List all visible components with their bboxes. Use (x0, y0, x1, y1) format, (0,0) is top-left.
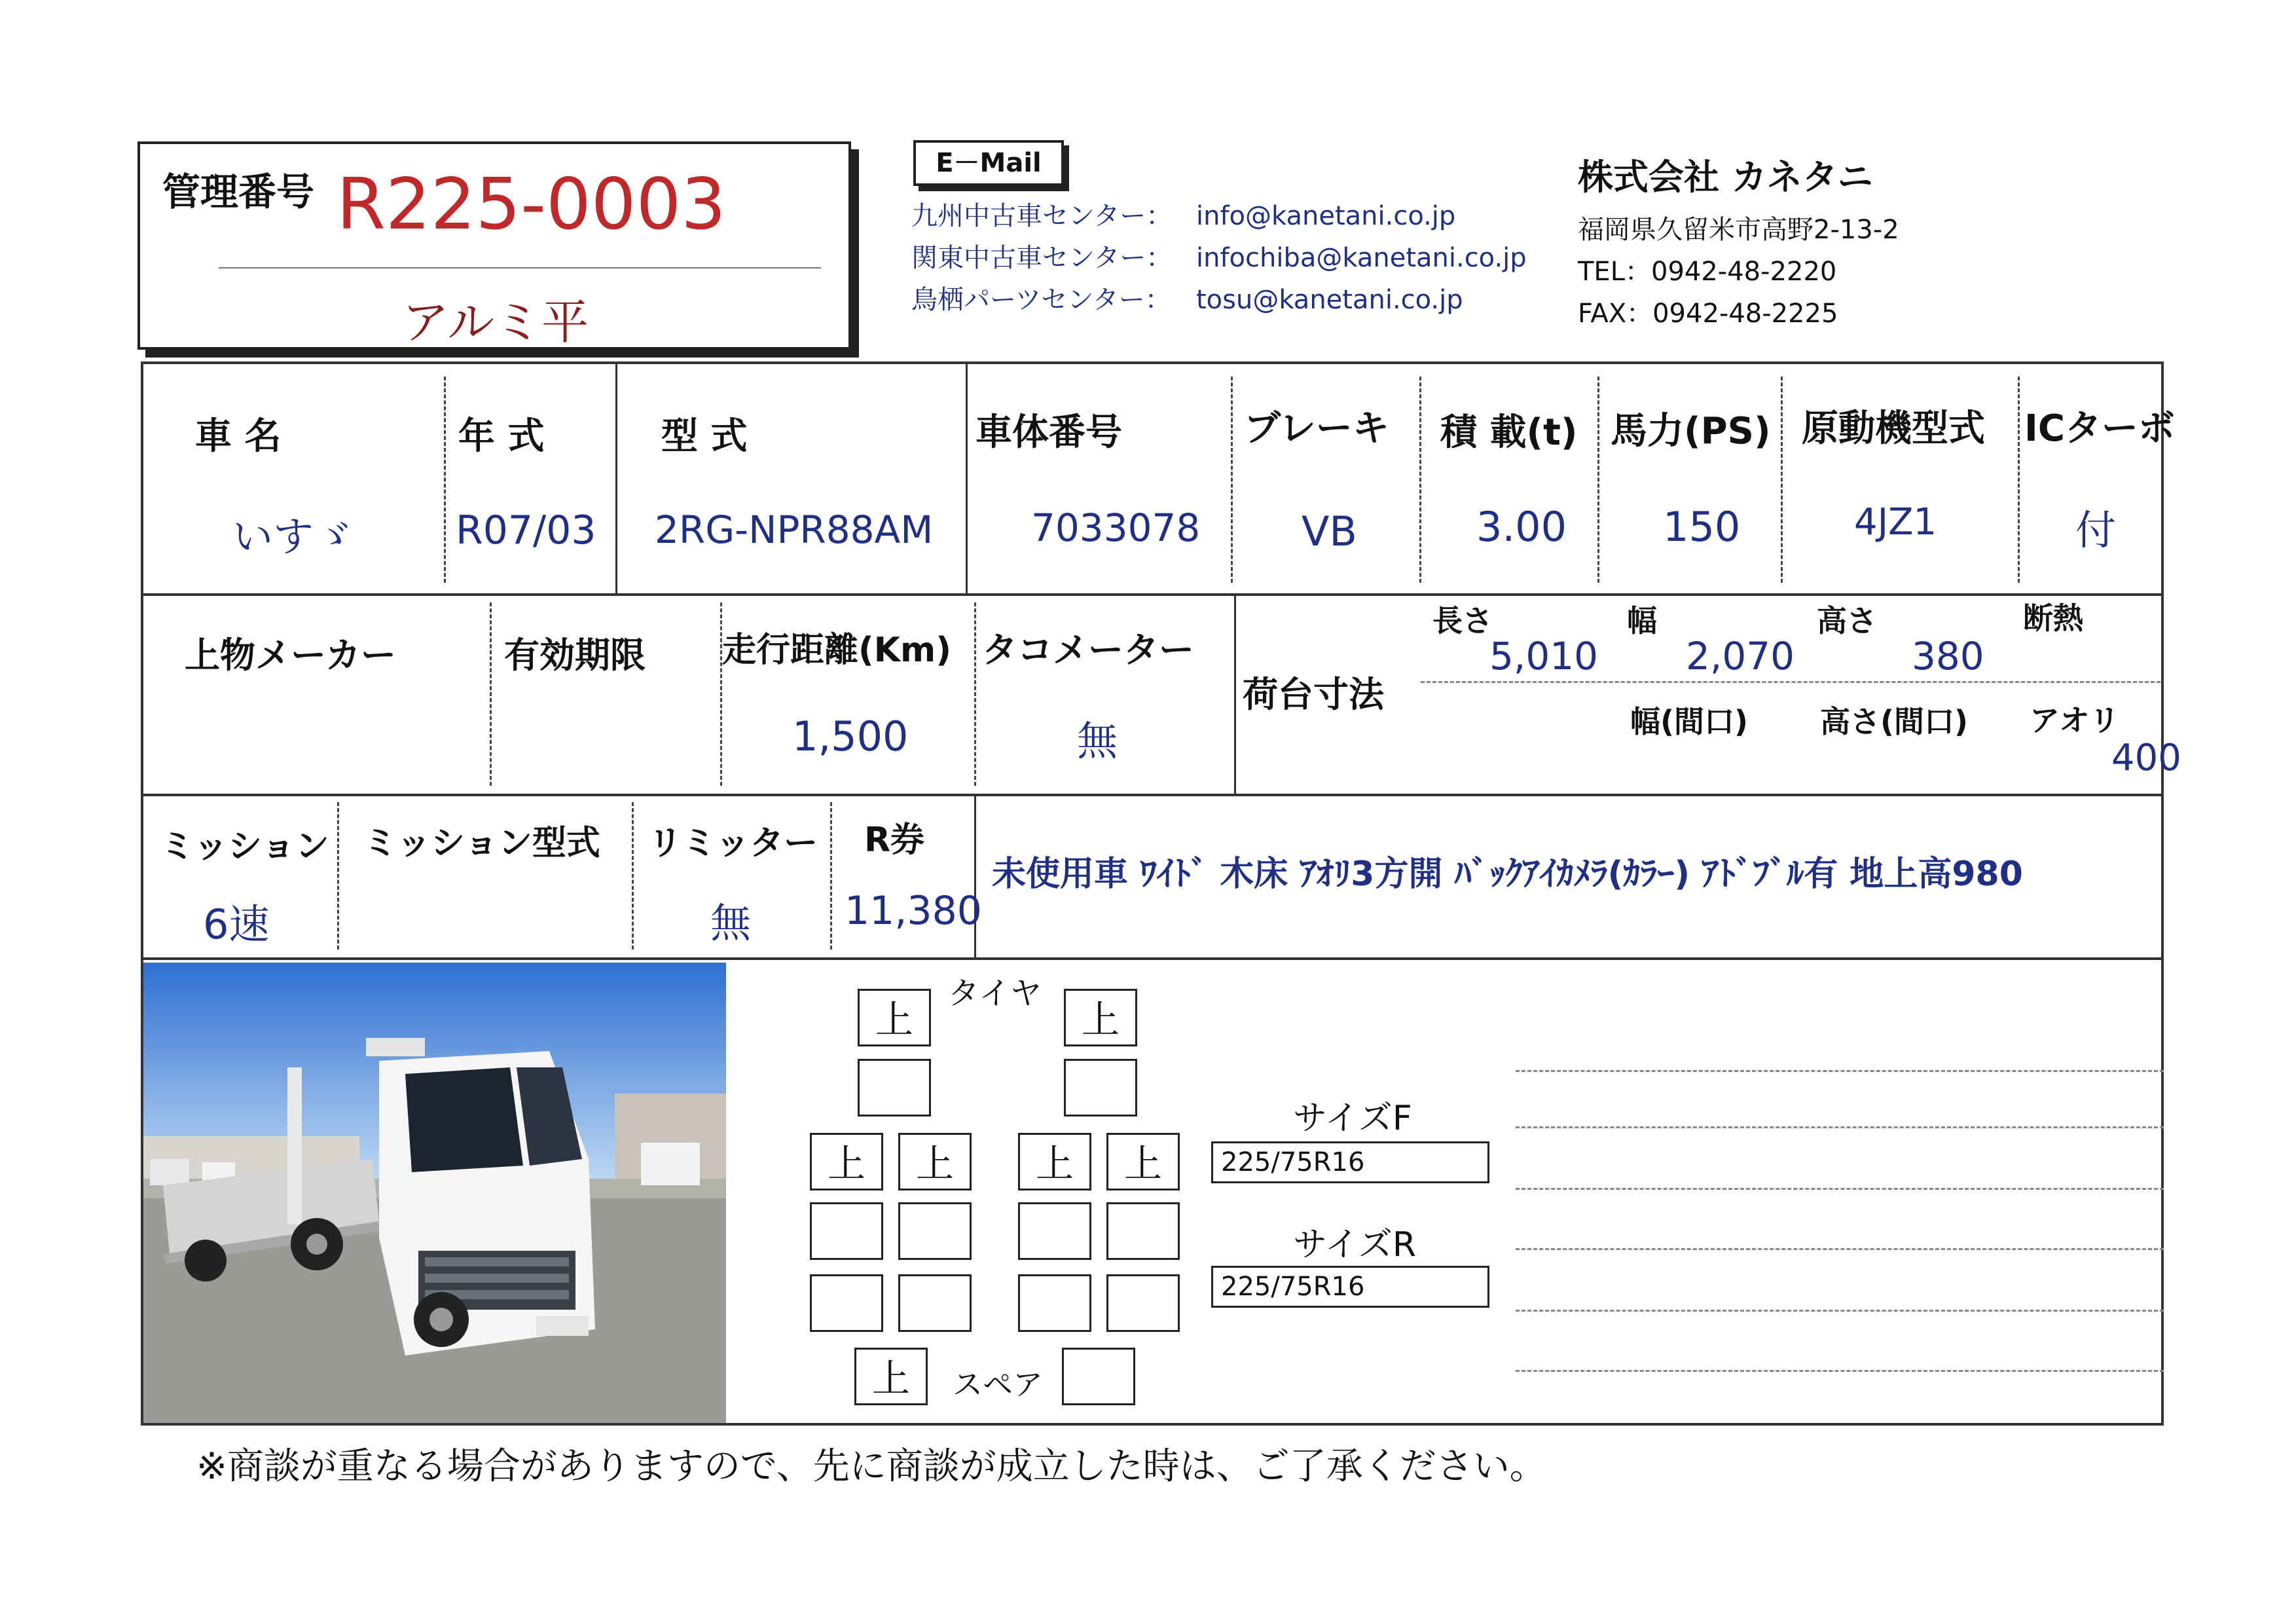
header-transmission: ミッション (160, 827, 329, 866)
size-r-label: サイズR (1293, 1225, 1416, 1264)
note-line (1516, 1248, 2164, 1250)
value-model-type: 2RG-NPR88AM (655, 507, 934, 552)
cargo-insulation-label: 断熱 (2023, 600, 2083, 636)
size-f-box (1211, 1141, 1489, 1183)
tire-rear2-l1 (810, 1202, 883, 1260)
tire-front-right-inner (1064, 1059, 1137, 1116)
tire-spare-2 (1062, 1348, 1135, 1405)
cargo-side-gate-value: 400 (2111, 737, 2181, 779)
tire-front-left-outer: 上 (858, 989, 931, 1046)
tire-rear1-l2: 上 (898, 1133, 972, 1190)
header-transmission-type: ミッション型式 (363, 824, 600, 863)
email-center: 鳥栖パーツセンター： (911, 285, 1171, 315)
mgmt-label: 管理番号 (162, 170, 315, 214)
cargo-length-label: 長さ (1432, 603, 1493, 638)
tire-spare: 上 (854, 1348, 928, 1405)
col-divider (1597, 377, 1599, 583)
col-divider (490, 602, 492, 786)
remarks: 未使用車 ﾜｲﾄﾞ 木床 ｱｵﾘ3方開 ﾊﾞｯｸｱｲｶﾒﾗ(ｶﾗｰ) ｱﾄﾞﾌﾞﾙ有 地上高980 (992, 855, 2023, 894)
value-tachometer: 無 (1077, 717, 1118, 765)
company-tel: TEL：0942-48-2220 (1578, 257, 1837, 287)
tire-front-left-inner (858, 1059, 931, 1116)
email-address[interactable]: infochiba@kanetani.co.jp (1196, 243, 1527, 273)
col-divider (615, 364, 617, 593)
email-address[interactable]: info@kanetani.co.jp (1196, 201, 1456, 231)
col-divider (830, 802, 832, 950)
header-ic-turbo: ICターボ (2024, 407, 2175, 450)
value-mileage: 1,500 (792, 712, 909, 760)
mgmt-divider (219, 267, 821, 268)
email-badge (913, 140, 1064, 186)
cargo-width-label: 幅 (1627, 603, 1657, 638)
company-address: 福岡県久留米市高野2-13-2 (1578, 215, 1899, 245)
col-divider (444, 377, 446, 583)
cargo-dimensions-label: 荷台寸法 (1243, 674, 1384, 715)
email-row (911, 195, 1527, 237)
note-line (1516, 1310, 2164, 1312)
header-chassis-number: 車体番号 (975, 411, 1122, 454)
size-r-box (1211, 1266, 1489, 1308)
value-chassis-number: 7033078 (1031, 506, 1201, 550)
tire-rear1-r2: 上 (1106, 1133, 1180, 1190)
tire-rear1-r1: 上 (1018, 1133, 1091, 1190)
col-divider (632, 802, 634, 950)
note-line (1516, 1188, 2164, 1190)
header-brake: ブレーキ (1244, 407, 1389, 450)
email-center: 関東中古車センター： (911, 243, 1173, 273)
value-transmission: 6速 (203, 900, 270, 948)
value-payload: 3.00 (1476, 503, 1567, 551)
col-divider (337, 802, 339, 950)
header-tachometer: タコメーター (982, 629, 1194, 671)
mgmt-number: R225-0003 (337, 164, 727, 246)
value-engine-type: 4JZ1 (1854, 501, 1937, 544)
cargo-width-value: 2,070 (1686, 634, 1795, 678)
value-vehicle-name: いすゞ (232, 513, 355, 561)
header-body-maker: 上物メーカー (185, 635, 396, 676)
cargo-side-gate-label: アオリ (2030, 703, 2120, 738)
footer-note: ※商談が重なる場合がありますので、先に商談が成立した時は、ご了承ください。 (196, 1445, 1546, 1488)
size-f-value: 225/75R16 (1221, 1147, 1365, 1177)
header-mileage: 走行距離(Km) (722, 631, 952, 670)
mgmt-box (137, 141, 851, 350)
value-horsepower: 150 (1663, 503, 1741, 551)
col-divider (974, 602, 976, 786)
truck-photo (143, 963, 726, 1423)
value-ic-turbo: 付 (2075, 506, 2117, 554)
body-type: アルミ平 (402, 295, 589, 350)
note-line (1516, 1070, 2164, 1072)
row-divider (141, 794, 2164, 796)
note-line (1516, 1126, 2164, 1128)
tire-rear3-l2 (898, 1274, 972, 1332)
email-list (911, 195, 1527, 321)
header-engine-type: 原動機型式 (1802, 407, 1985, 450)
col-divider (1231, 377, 1233, 583)
cargo-height-label: 高さ (1817, 603, 1877, 638)
tire-rear2-r2 (1106, 1202, 1180, 1260)
cargo-height-value: 380 (1912, 634, 1984, 678)
header-model-type: 型 式 (661, 415, 748, 458)
company-fax: FAX：0942-48-2225 (1578, 299, 1838, 329)
email-address[interactable]: tosu@kanetani.co.jp (1196, 285, 1463, 315)
tire-rear3-r2 (1106, 1274, 1180, 1332)
cargo-length-value: 5,010 (1489, 634, 1599, 678)
col-divider (2018, 377, 2020, 583)
row-divider (141, 593, 2164, 596)
tire-rear3-l1 (810, 1274, 883, 1332)
email-badge-label: E－Mail (936, 148, 1042, 178)
header-horsepower: 馬力(PS) (1611, 410, 1771, 452)
cargo-opening-height-label: 高さ(間口) (1820, 704, 1969, 739)
note-line (1516, 1370, 2164, 1372)
col-divider (966, 364, 968, 593)
cargo-opening-width-label: 幅(間口) (1630, 704, 1749, 739)
row-divider (141, 957, 2164, 960)
col-divider (1234, 596, 1236, 794)
tire-rear2-l2 (898, 1202, 972, 1260)
size-r-value: 225/75R16 (1221, 1272, 1365, 1302)
tire-rear2-r1 (1018, 1202, 1091, 1260)
col-divider (1419, 377, 1421, 583)
value-r-ticket: 11,380 (845, 888, 982, 934)
header-r-ticket: R券 (864, 821, 925, 860)
tire-rear1-l1: 上 (810, 1133, 883, 1190)
header-model-year: 年 式 (458, 415, 545, 458)
header-speed-limiter: リミッター (648, 824, 818, 863)
spare-label: スペア (953, 1367, 1043, 1402)
size-f-label: サイズF (1293, 1099, 1412, 1138)
email-row (911, 279, 1527, 321)
company-name: 株式会社 カネタニ (1578, 157, 1873, 198)
header-vehicle-name: 車 名 (195, 415, 282, 458)
email-row (911, 237, 1527, 279)
header-expiry: 有効期限 (504, 635, 646, 676)
header-payload: 積 載(t) (1440, 411, 1578, 454)
col-divider (1781, 377, 1783, 583)
tire-rear3-r1 (1018, 1274, 1091, 1332)
value-speed-limiter: 無 (710, 899, 752, 947)
company-block (1578, 149, 1899, 335)
tire-front-right-outer: 上 (1064, 989, 1137, 1046)
email-center: 九州中古車センター： (911, 201, 1173, 231)
tire-title: タイヤ (948, 975, 1042, 1012)
value-brake: VB (1302, 507, 1357, 555)
cargo-divider (1421, 681, 2160, 683)
value-model-year: R07/03 (456, 507, 596, 553)
